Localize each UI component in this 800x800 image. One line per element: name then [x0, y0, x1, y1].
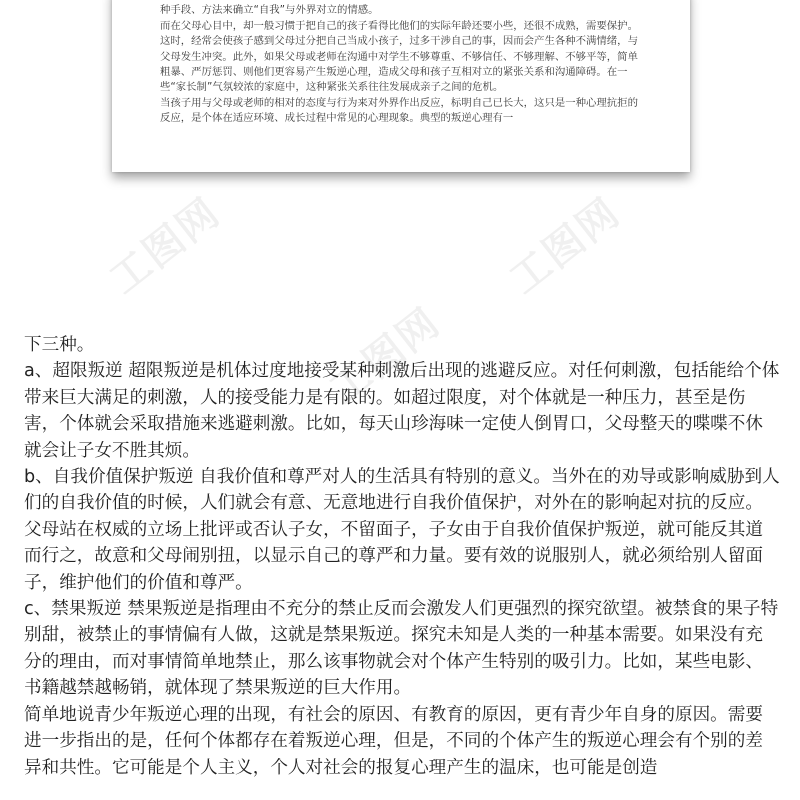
document-page-card — [112, 0, 690, 172]
paragraph: 下三种。 — [24, 335, 95, 355]
document-body — [24, 332, 780, 781]
paragraph: b、自我价值保护叛逆 自我价值和尊严对人的生活具有特别的意义。当外在的劝导或影响威胁到人们的自我价值的时候，人们就会有意、无意地进行自我价值保护，对外在的影响起对抗的反应。父母站在权威的立场上批评或否认子女，不留面子，子女由于自我价值保护叛逆，就可能反其道而行之，故意和父母闹别扭，以显示自己的尊严和力量。要有效的说服别人，就必须给别人留面子，维护他们的价值和尊严。 — [24, 467, 780, 593]
watermark-logo: 工图网 — [101, 189, 229, 304]
paragraph: c、禁果叛逆 禁果叛逆是指理由不充分的禁止反而会激发人们更强烈的探究欲望。被禁食的果子特别甜，被禁止的事情偏有人做，这就是禁果叛逆。探究未知是人类的一种基本需要。如果没有充分的理由，而对事情简单地禁止，那么该事物就会对个体产生特别的吸引力。比如，某些电影、书籍越禁越畅销，就体现了禁果叛逆的巨大作用。 — [24, 599, 779, 699]
watermark-logo: 工图网 — [501, 189, 629, 304]
paragraph: 简单地说青少年叛逆心理的出现，有社会的原因、有教育的原因，更有青少年自身的原因。需要进一步指出的是，任何个体都存在着叛逆心理，但是，不同的个体产生的叛逆心理会有个别的差异和共性。它可能是个人主义，个人对社会的报复心理产生的温床，也可能是创造 — [24, 704, 763, 778]
card-paragraph: 而在父母心目中，却一般习惯于把自己的孩子看得比他们的实际年龄还要小些，还很不成熟，需要保护。这时，经常会使孩子感到父母过分把自己当成小孩子，过多干涉自己的事，因而会产生各种不满情绪，与父母发生冲突。此外，如果父母或老师在沟通中对学生不够尊重、不够信任、不够理解、不够平等，简单粗暴、严厉惩罚、则他们更容易产生叛逆心理，造成父母和孩子互相对立的紧张关系和沟通障碍。在一些“家长制”气氛较浓的家庭中，这种紧张关系往往发展成亲子之间的危机。 — [160, 19, 638, 94]
paragraph: a、超限叛逆 超限叛逆是机体过度地接受某种刺激后出现的逃避反应。对任何刺激，包括能给个体带来巨大满足的刺激，人的接受能力是有限的。如超过限度，对个体就是一种压力，甚至是伤害，个体就会采取措施来逃避刺激。比如，每天山珍海味一定使人倒胃口，父母整天的喋喋不休就会让子女不胜其烦。 — [24, 361, 780, 461]
card-paragraph: 当孩子用与父母或老师的相对的态度与行为来对外界作出反应，标明自己已长大，这只是一种心理抗拒的反应，是个体在适应环境、成长过程中常见的心理现象。典型的叛逆心理有一 — [160, 96, 638, 125]
card-text — [160, 0, 646, 127]
watermark-logo: 工图网 — [321, 299, 449, 414]
card-paragraph: 种手段、方法来确立“自我”与外界对立的情感。 — [160, 4, 379, 17]
